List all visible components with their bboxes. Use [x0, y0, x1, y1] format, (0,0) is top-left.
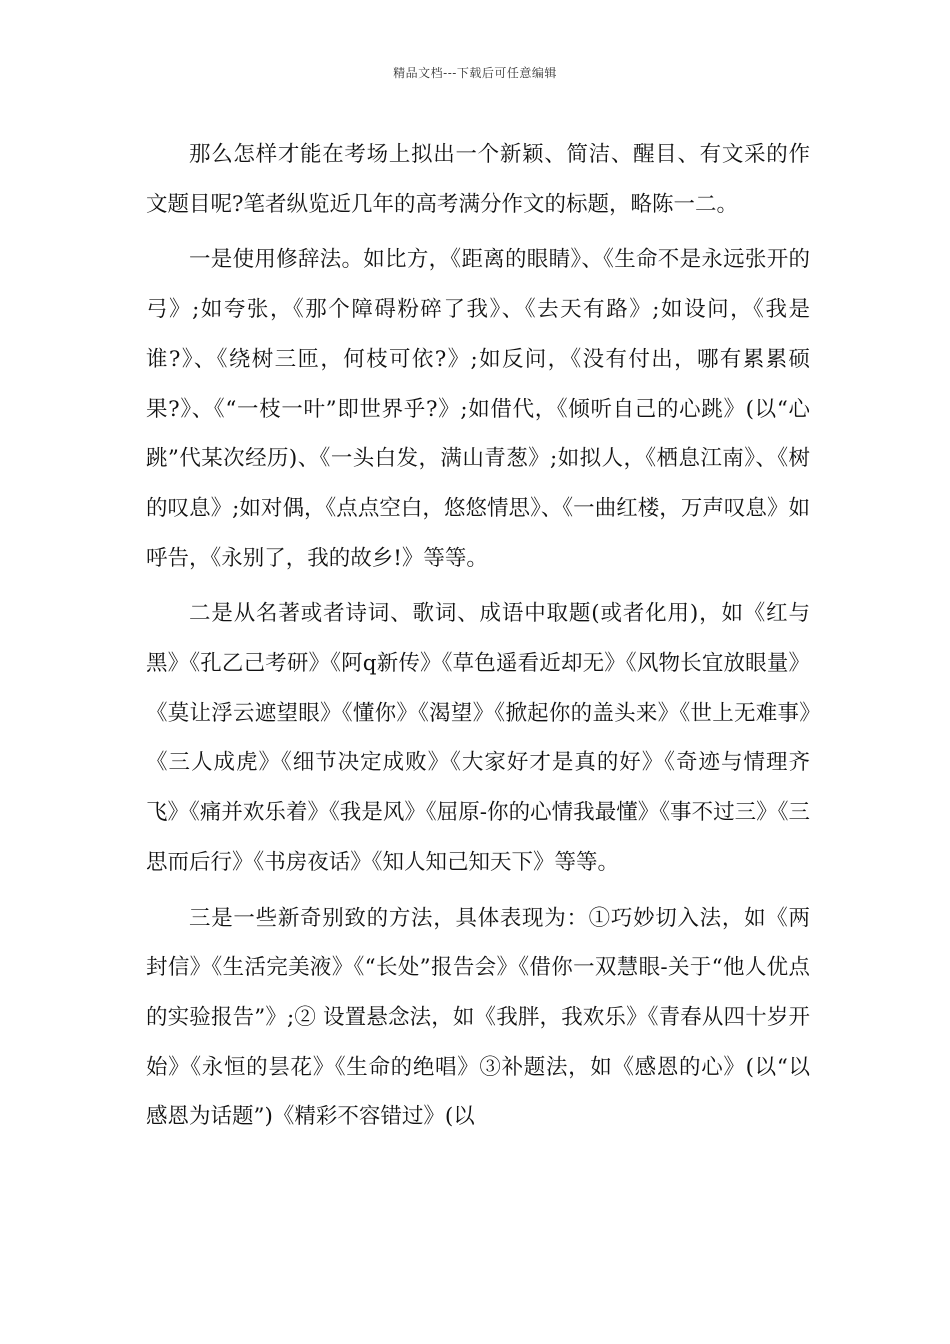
- paragraph-intro: 那么怎样才能在考场上拟出一个新颖、简洁、醒目、有文采的作文题目呢?笔者纵览近几年的高考满分作文的标题，略陈一二。: [146, 142, 810, 217]
- paragraph-novel-method: 三是一些新奇别致的方法，具体表现为：①巧妙切入法，如《两封信》《生活完美液》《“长处”报告会》《借你一双慧眼-关于“他人优点的实验报告”》;② 设置悬念法，如《我胖，我欢乐》《青春从四十岁开始》《永恒的昙花》《生命的绝唱》③补题法，如《感恩的心》(以“以感恩为话题”)《精彩不容错过》(以: [146, 905, 810, 1130]
- document-body: [146, 130, 810, 1148]
- paragraph-classics-method: 二是从名著或者诗词、歌词、成语中取题(或者化用)，如《红与黑》《孔乙己考研》《阿q新传》《草色遥看近却无》《风物长宜放眼量》《莫让浮云遮望眼》《懂你》《渴望》《掀起你的盖头来》《世上无难事》《三人成虎》《细节决定成败》《大家好才是真的好》《奇迹与情理齐飞》《痛并欢乐着》《我是风》《屈原-你的心情我最懂》《事不过三》《三思而后行》《书房夜话》《知人知己知天下》等等。: [146, 601, 810, 875]
- paragraph-rhetoric-method: 一是使用修辞法。如比方，《距离的眼睛》、《生命不是永远张开的弓》;如夸张，《那个障碍粉碎了我》、《去天有路》;如设问，《我是谁?》、《绕树三匝，何枝可依?》;如反问，《没有付出，哪有累累硕果?》、《“一枝一叶”即世界乎?》;如借代，《倾听自己的心跳》(以“心跳”代某次经历)、《一头白发，满山青葱》;如拟人，《栖息江南》、《树的叹息》;如对偶，《点点空白，悠悠情思》、《一曲红楼，万声叹息》如呼告，《永别了，我的故乡!》等等。: [146, 247, 810, 571]
- page-header: 精品文档---下载后可任意编辑: [393, 66, 557, 80]
